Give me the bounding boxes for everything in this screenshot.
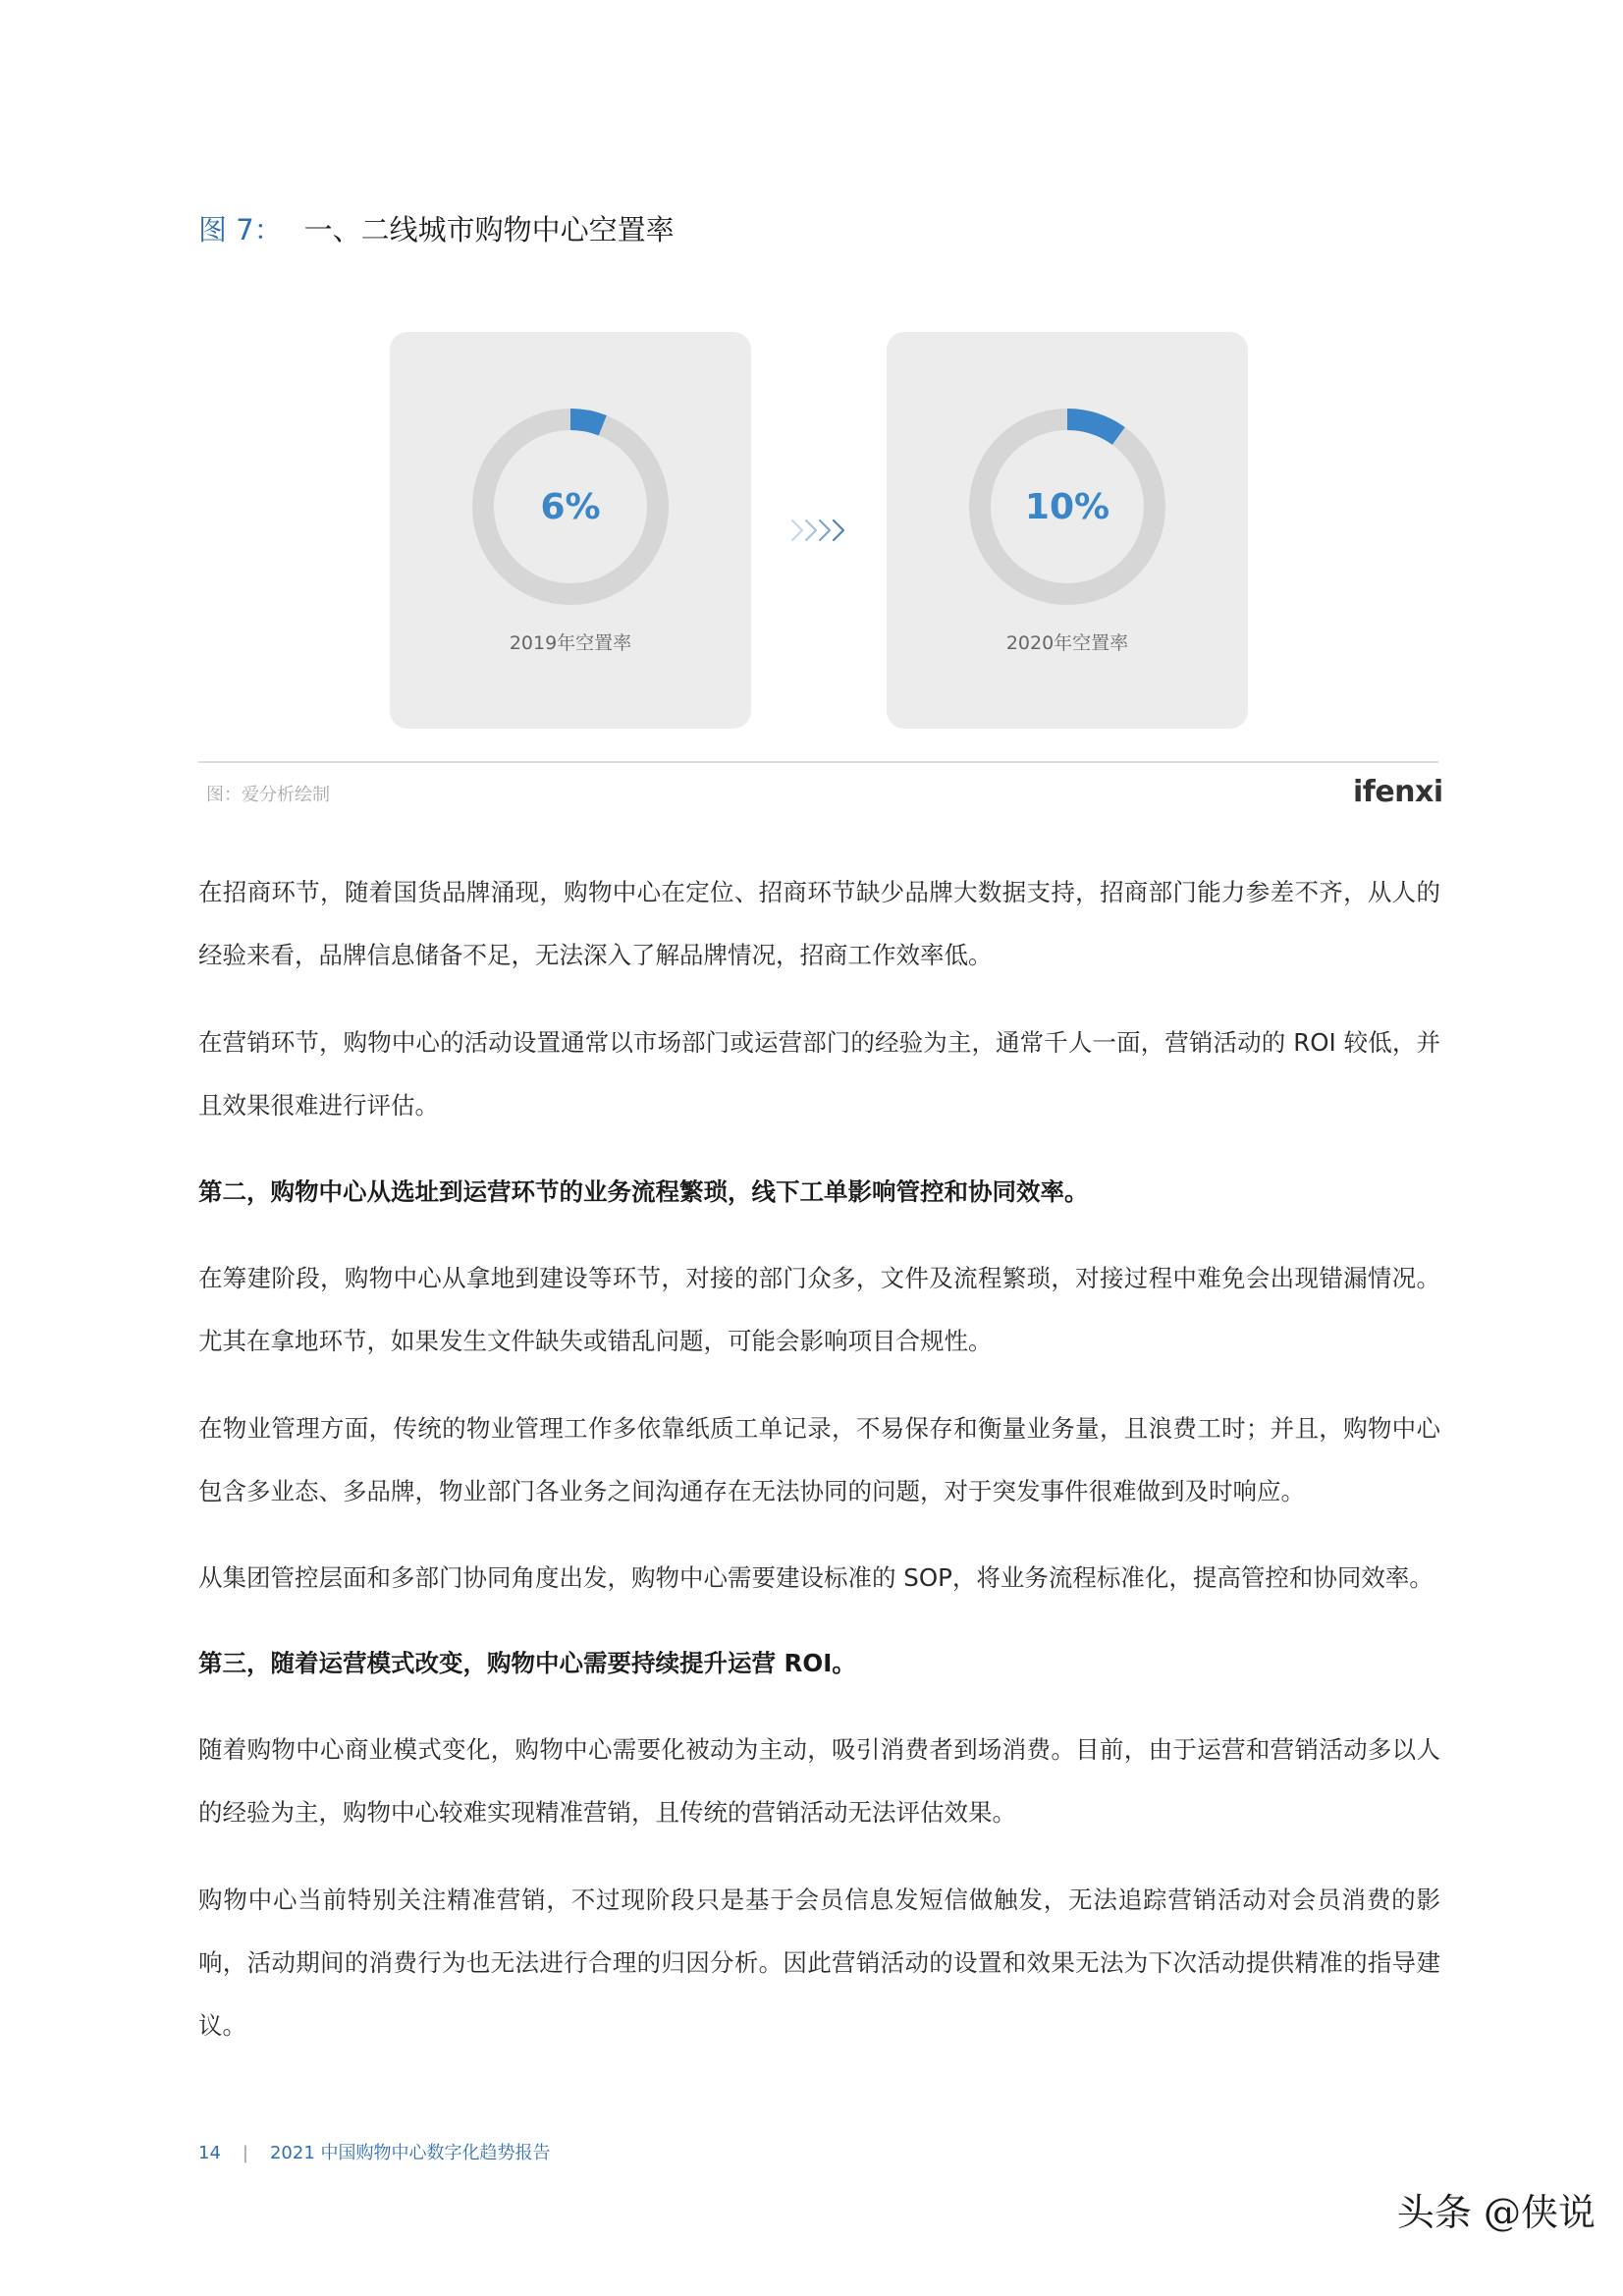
figure-caption: 一、二线城市购物中心空置率 (303, 213, 675, 246)
vacancy-value-2019: 6% (540, 486, 601, 527)
figure-source: 图：爱分析绘制 (206, 785, 330, 805)
vacancy-value-2020: 10% (1024, 486, 1110, 527)
footer-separator: | (242, 2143, 248, 2163)
figure-number: 图 7： (198, 213, 283, 246)
paragraph-6: 随着购物中心商业模式变化，购物中心需要化被动为主动，吸引消费者到场消费。目前，由于运营和营销活动多以人的经验为主，购物中心较难实现精准营销，且传统的营销活动无法评估效果。 (198, 1735, 1440, 1827)
paragraph-4: 在物业管理方面，传统的物业管理工作多依靠纸质工单记录，不易保存和衡量业务量，且浪费工时；并且，购物中心包含多业态、多品牌，物业部门各业务之间沟通存在无法协同的问题，对于突发事件很难做到及时响应。 (198, 1414, 1440, 1505)
paragraph-7: 购物中心当前特别关注精准营销，不过现阶段只是基于会员信息发短信做触发，无法追踪营销活动对会员消费的影响，活动期间的消费行为也无法进行合理的归因分析。因此营销活动的设置和效果无法为下次活动提供精准的指导建议。 (198, 1886, 1440, 2040)
report-title: 2021 中国购物中心数字化趋势报告 (269, 2143, 551, 2163)
logo-text: ifenxi (1353, 775, 1443, 809)
paragraph-1: 在招商环节，随着国货品牌涌现，购物中心在定位、招商环节缺少品牌大数据支持，招商部门能力参差不齐，从人的经验来看，品牌信息储备不足，无法深入了解品牌情况，招商工作效率低。 (198, 878, 1440, 969)
figure-title (198, 208, 675, 248)
chevron-arrows-icon (789, 515, 852, 546)
page-number: 14 (198, 2143, 221, 2163)
vacancy-card-2019 (390, 332, 751, 729)
paragraph-5: 从集团管控层面和多部门协同角度出发，购物中心需要建设标准的 SOP，将业务流程标准化，提高管控和协同效率。 (198, 1563, 1434, 1592)
vacancy-label-2019: 2019年空置率 (509, 632, 632, 654)
vacancy-card-2020 (887, 332, 1248, 729)
page-footer (198, 2139, 551, 2164)
figure-divider (198, 761, 1438, 763)
paragraph-3: 在筹建阶段，购物中心从拿地到建设等环节，对接的部门众多，文件及流程繁琐，对接过程中难免会出现错漏情况。尤其在拿地环节，如果发生文件缺失或错乱问题，可能会影响项目合规性。 (198, 1264, 1440, 1355)
vacancy-label-2020: 2020年空置率 (1005, 632, 1129, 654)
paragraph-2: 在营销环节，购物中心的活动设置通常以市场部门或运营部门的经验为主，通常千人一面，营销活动的 ROI 较低，并且效果很难进行评估。 (198, 1028, 1440, 1120)
section-heading-3: 第三，随着运营模式改变，购物中心需要持续提升运营 ROI。 (198, 1649, 856, 1677)
section-heading-2: 第二，购物中心从选址到运营环节的业务流程繁琐，线下工单影响管控和协同效率。 (198, 1177, 1089, 1206)
ifenxi-logo (1353, 775, 1443, 809)
watermark: 头条 @侠说 (1396, 2191, 1596, 2234)
